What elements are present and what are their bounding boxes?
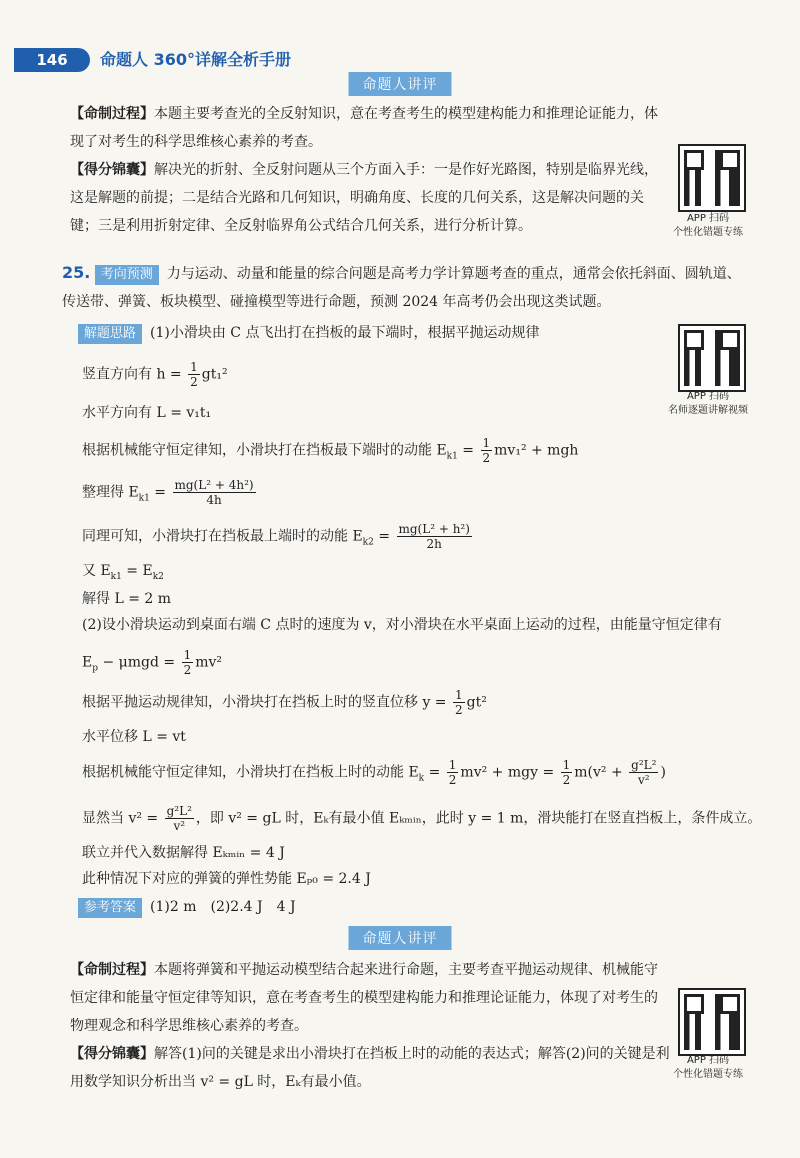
answer-line: [78, 896, 296, 918]
tips-label: 【得分锦囊】: [70, 1046, 154, 1062]
bottom-review: [70, 956, 670, 1096]
answer-tag: 参考答案: [78, 898, 142, 918]
eq-vert-disp: 根据平抛运动规律知，小滑块打在挡板上时的竖直位移 y = $\frac{1}{2}$ gt²: [82, 688, 487, 717]
top-review: [70, 100, 670, 240]
eq-horiz-disp: 水平位移 L = vt: [82, 729, 186, 745]
bottom-tips: [70, 1040, 670, 1096]
eq-ep: $E_p - \mu mgd$ = $\frac{1}{2}$ mv²: [82, 648, 222, 677]
eq-same: 同理可知，小滑块打在挡板最上端时的动能 $E_{k2}$ = $\frac{\text{mg(L² + h²)}}{2h}$: [82, 522, 470, 551]
process-label: 【命制过程】: [70, 106, 154, 122]
eq-also: 又 $E_{k1} = E_{k2}$: [82, 563, 164, 582]
qr-caption: APP 扫码 个性化错题专练: [673, 1055, 743, 1080]
process-text: 本题将弹簧和平抛运动模型结合起来进行命题，主要考查平抛运动规律、机械能守恒定律和能量守恒定律等知识，意在考查考生的模型建构能力和推理论证能力，体现了对考生的物理观念和科学思维核心素养的考查。: [70, 962, 658, 1034]
qr-code-icon[interactable]: [680, 146, 744, 210]
qr-caption: APP 扫码 名师逐题讲解视频: [668, 391, 748, 416]
solution-tag: 解题思路: [78, 324, 142, 344]
qr-code-icon[interactable]: [680, 990, 744, 1054]
tips-text: 解决光的折射、全反射问题从三个方面入手：一是作好光路图，特别是临界光线，这是解题的前提；二是结合光路和几何知识，明确角度、长度的几何关系，这是解决问题的关键；三是利用折射定律、全反射临界角公式结合几何关系，进行分析计算。: [70, 162, 658, 234]
top-process: [70, 100, 670, 156]
question-number: 25.: [62, 263, 91, 282]
eq-solve: 解得 L = 2 m: [82, 591, 172, 607]
page-number: 146: [14, 48, 90, 72]
process-text: 本题主要考查光的全反射知识，意在考查考生的模型建构能力和推理论证能力，体现了对考生的科学思维核心素养的考查。: [70, 106, 658, 150]
eq-case: 此种情况下对应的弹簧的弹性势能 Eₚ₀ = 2.4 J: [82, 871, 371, 887]
review-banner-bottom: 命题人讲评: [349, 926, 452, 950]
tips-text: 解答(1)问的关键是求出小滑块打在挡板上时的动能的表达式；解答(2)问的关键是利用数学知识分析出当 v² = gL 时，Eₖ有最小值。: [70, 1046, 670, 1090]
eq-obvious: 显然当 v² = $\frac{\text{g²L²}}{\text{v²}}$ ，即 v² = gL 时，Eₖ有最小值 Eₖₘᵢₙ，此时 y = 1 m，滑块能打在竖直挡板上，条件成立。: [82, 804, 762, 833]
eq-combine: 联立并代入数据解得 Eₖₘᵢₙ = 4 J: [82, 845, 285, 861]
eq-energy1: 根据机械能守恒定律知，小滑块打在挡板最下端时的动能 $E_{k1}$ = $\frac{1}{2}$ mv₁² + mgh: [82, 436, 579, 465]
bottom-process: [70, 956, 670, 1040]
eq-horizontal: 水平方向有 L = v₁t₁: [82, 405, 212, 421]
predict-text: 力与运动、动量和能量的综合问题是高考力学计算题考查的重点，通常会依托斜面、圆轨道、传送带、弹簧、板块模型、碰撞模型等进行命题，预测 2024 年高考仍会出现这类试题。: [62, 266, 741, 310]
eq-tidy: 整理得 $E_{k1}$ = $\frac{\text{mg(L² + 4h²)}}{4h}$: [82, 478, 254, 507]
tips-label: 【得分锦囊】: [70, 162, 154, 178]
answer-text: (1)2 m (2)2.4 J 4 J: [150, 899, 296, 915]
solution-step1: (1)小滑块由 C 点飞出打在挡板的最下端时，根据平抛运动规律: [150, 325, 540, 341]
solution-start: [78, 322, 539, 344]
eq-energy2: 根据机械能守恒定律知，小滑块打在挡板上时的动能 $E_k$ = $\frac{1}{2}$ mv² + mgy = $\frac{1}{2}$ m(v² + $\frac{\text{g²L²}}{\text{v²}}$ ): [82, 758, 666, 787]
q25-predict: [62, 260, 752, 316]
qr-caption: APP 扫码 个性化错题专练: [673, 213, 743, 238]
predict-tag: 考向预测: [95, 265, 159, 285]
eq-vertical: 竖直方向有 h = $\frac{1}{2}$ gt₁²: [82, 360, 228, 389]
review-banner-top: 命题人讲评: [349, 72, 452, 96]
step-2: (2)设小滑块运动到桌面右端 C 点时的速度为 v，对小滑块在水平桌面上运动的过程，由能量守恒定律有: [82, 617, 722, 633]
book-title: 命题人 360°详解全析手册: [100, 50, 291, 69]
qr-code-icon[interactable]: [680, 326, 744, 390]
process-label: 【命制过程】: [70, 962, 154, 978]
top-tips: [70, 156, 670, 240]
